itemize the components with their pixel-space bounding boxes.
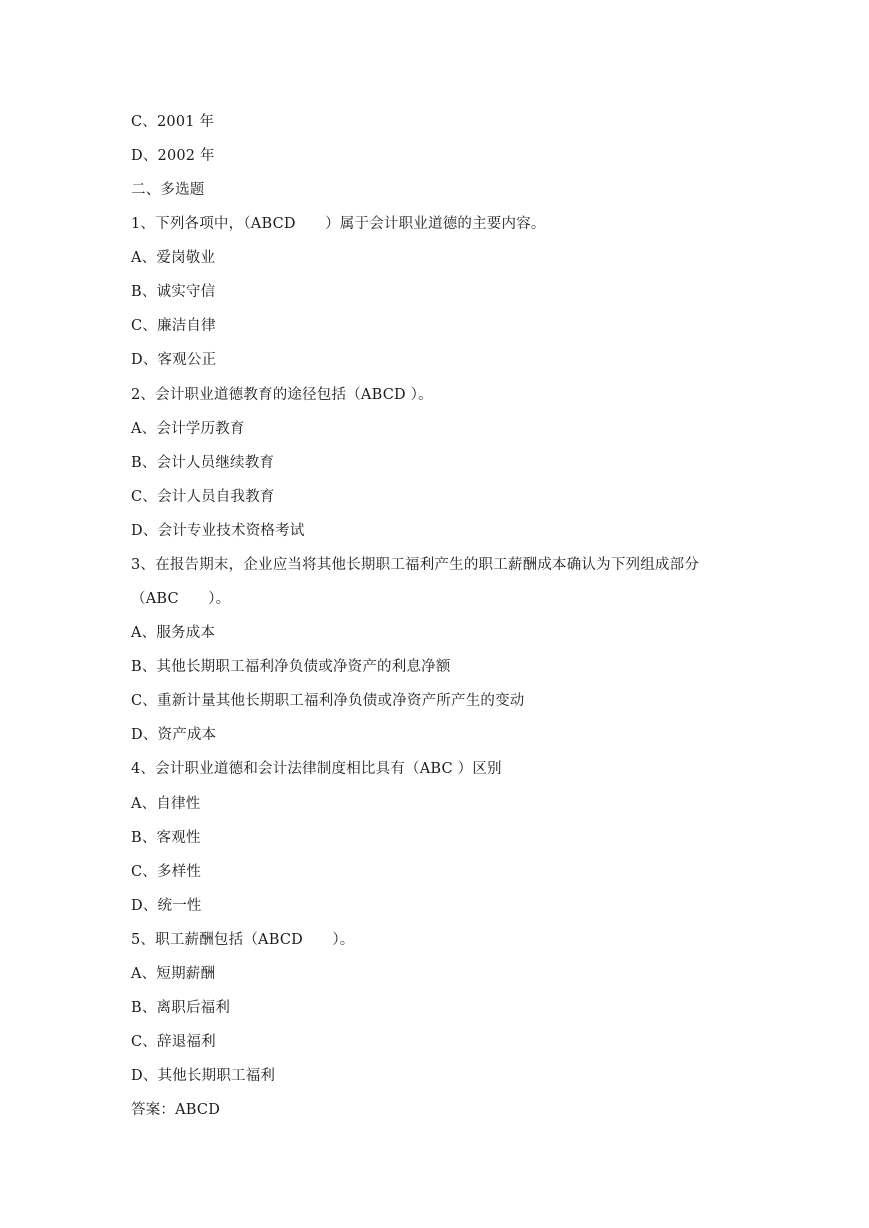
question-4: 4、会计职业道德和会计法律制度相比具有（ABC ）区别 bbox=[131, 761, 502, 777]
question-2-option-b: B、会计人员继续教育 bbox=[131, 455, 275, 471]
question-5-option-d: D、其他长期职工福利 bbox=[131, 1068, 276, 1084]
question-3-option-c: C、重新计量其他长期职工福利净负债或净资产所产生的变动 bbox=[131, 693, 525, 709]
question-2-option-c: C、会计人员自我教育 bbox=[131, 489, 275, 505]
section-heading-multiple-choice: 二、多选题 bbox=[131, 182, 205, 198]
question-3: 3、在报告期末，企业应当将其他长期职工福利产生的职工薪酬成本确认为下列组成部分 bbox=[131, 557, 700, 573]
question-1-option-c: C、廉洁自律 bbox=[131, 318, 216, 334]
question-3-option-d: D、资产成本 bbox=[131, 727, 217, 743]
question-4-option-d: D、统一性 bbox=[131, 898, 202, 914]
question-4-option-c: C、多样性 bbox=[131, 864, 202, 880]
option-d-year: D、2002 年 bbox=[131, 148, 215, 164]
question-1-option-b: B、诚实守信 bbox=[131, 284, 216, 300]
question-2: 2、会计职业道德教育的途径包括（ABCD ）。 bbox=[131, 387, 433, 403]
question-4-option-a: A、自律性 bbox=[131, 796, 201, 812]
question-5-option-c: C、辞退福利 bbox=[131, 1034, 216, 1050]
question-2-option-d: D、会计专业技术资格考试 bbox=[131, 523, 305, 539]
question-1: 1、下列各项中，（ABCD ）属于会计职业道德的主要内容。 bbox=[131, 216, 546, 232]
question-1-option-d: D、客观公正 bbox=[131, 352, 217, 368]
question-3-option-b: B、其他长期职工福利净负债或净资产的利息净额 bbox=[131, 659, 451, 675]
option-c-year: C、2001 年 bbox=[131, 114, 215, 130]
question-4-option-b: B、客观性 bbox=[131, 830, 201, 846]
question-5: 5、职工薪酬包括（ABCD ）。 bbox=[131, 932, 355, 948]
question-1-option-a: A、爱岗敬业 bbox=[131, 250, 216, 266]
question-5-option-a: A、短期薪酬 bbox=[131, 966, 216, 982]
answer-line: 答案：ABCD bbox=[131, 1102, 221, 1118]
question-3-option-a: A、服务成本 bbox=[131, 625, 216, 641]
question-2-option-a: A、会计学历教育 bbox=[131, 421, 245, 437]
question-3-answer-line: （ABC ）。 bbox=[131, 591, 231, 607]
question-5-option-b: B、离职后福利 bbox=[131, 1000, 231, 1016]
